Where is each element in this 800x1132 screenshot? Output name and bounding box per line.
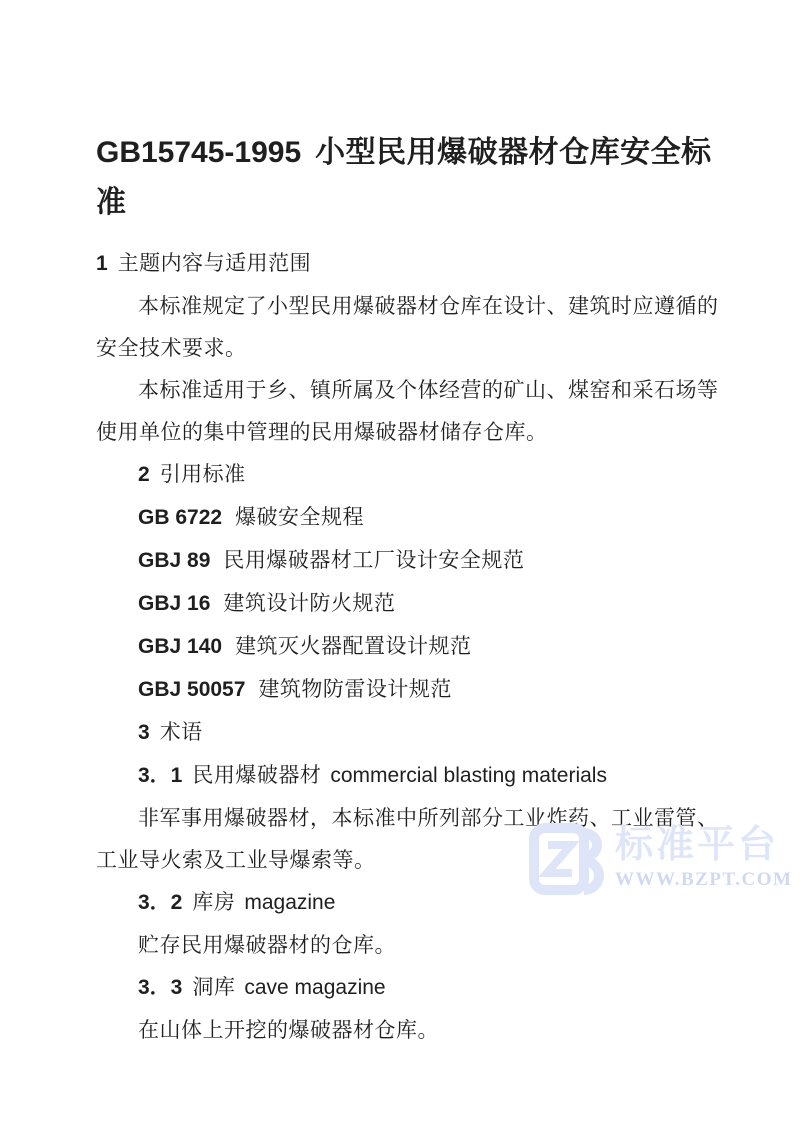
reference-line: GBJ 16 建筑设计防火规范 bbox=[138, 591, 396, 615]
watermark-url: WWW.BZPT.COM bbox=[615, 869, 793, 890]
reference-line: GBJ 140 建筑灭火器配置设计规范 bbox=[138, 634, 472, 658]
doc-title-standard-code: GB15745-1995 bbox=[96, 136, 302, 169]
term-line: 3．3 洞库 cave magazine bbox=[138, 975, 386, 999]
reference-line: GBJ 89 民用爆破器材工厂设计安全规范 bbox=[138, 548, 525, 572]
section-heading-2: 2 引用标准 bbox=[138, 462, 246, 486]
term-line: 3．2 库房 magazine bbox=[138, 890, 336, 914]
doc-title-standard-name: 小型民用爆破器材仓库安全标准 bbox=[96, 136, 712, 219]
paragraph: 本标准规定了小型民用爆破器材仓库在设计、建筑时应遵循的安全技术要求。 bbox=[96, 294, 719, 360]
watermark-brand: 标准平台 bbox=[615, 824, 780, 866]
paragraph: 非军事用爆破器材，本标准中所列部分工业炸药、工业雷管、工业导火索及工业导爆索等。 bbox=[96, 806, 719, 872]
paragraph: 在山体上开挖的爆破器材仓库。 bbox=[138, 1018, 439, 1042]
paragraph: 贮存民用爆破器材的仓库。 bbox=[138, 933, 396, 957]
section-heading-3: 3 术语 bbox=[138, 720, 203, 744]
paragraph: 本标准适用于乡、镇所属及个体经营的矿山、煤窑和采石场等使用单位的集中管理的民用爆破器材储存仓库。 bbox=[96, 378, 719, 444]
doc-title bbox=[96, 128, 730, 228]
term-line: 3．1 民用爆破器材 commercial blasting materials bbox=[138, 763, 607, 787]
reference-line: GB 6722 爆破安全规程 bbox=[138, 505, 365, 529]
section-heading-1: 1 主题内容与适用范围 bbox=[96, 251, 312, 275]
reference-line: GBJ 50057 建筑物防雷设计规范 bbox=[138, 677, 452, 701]
